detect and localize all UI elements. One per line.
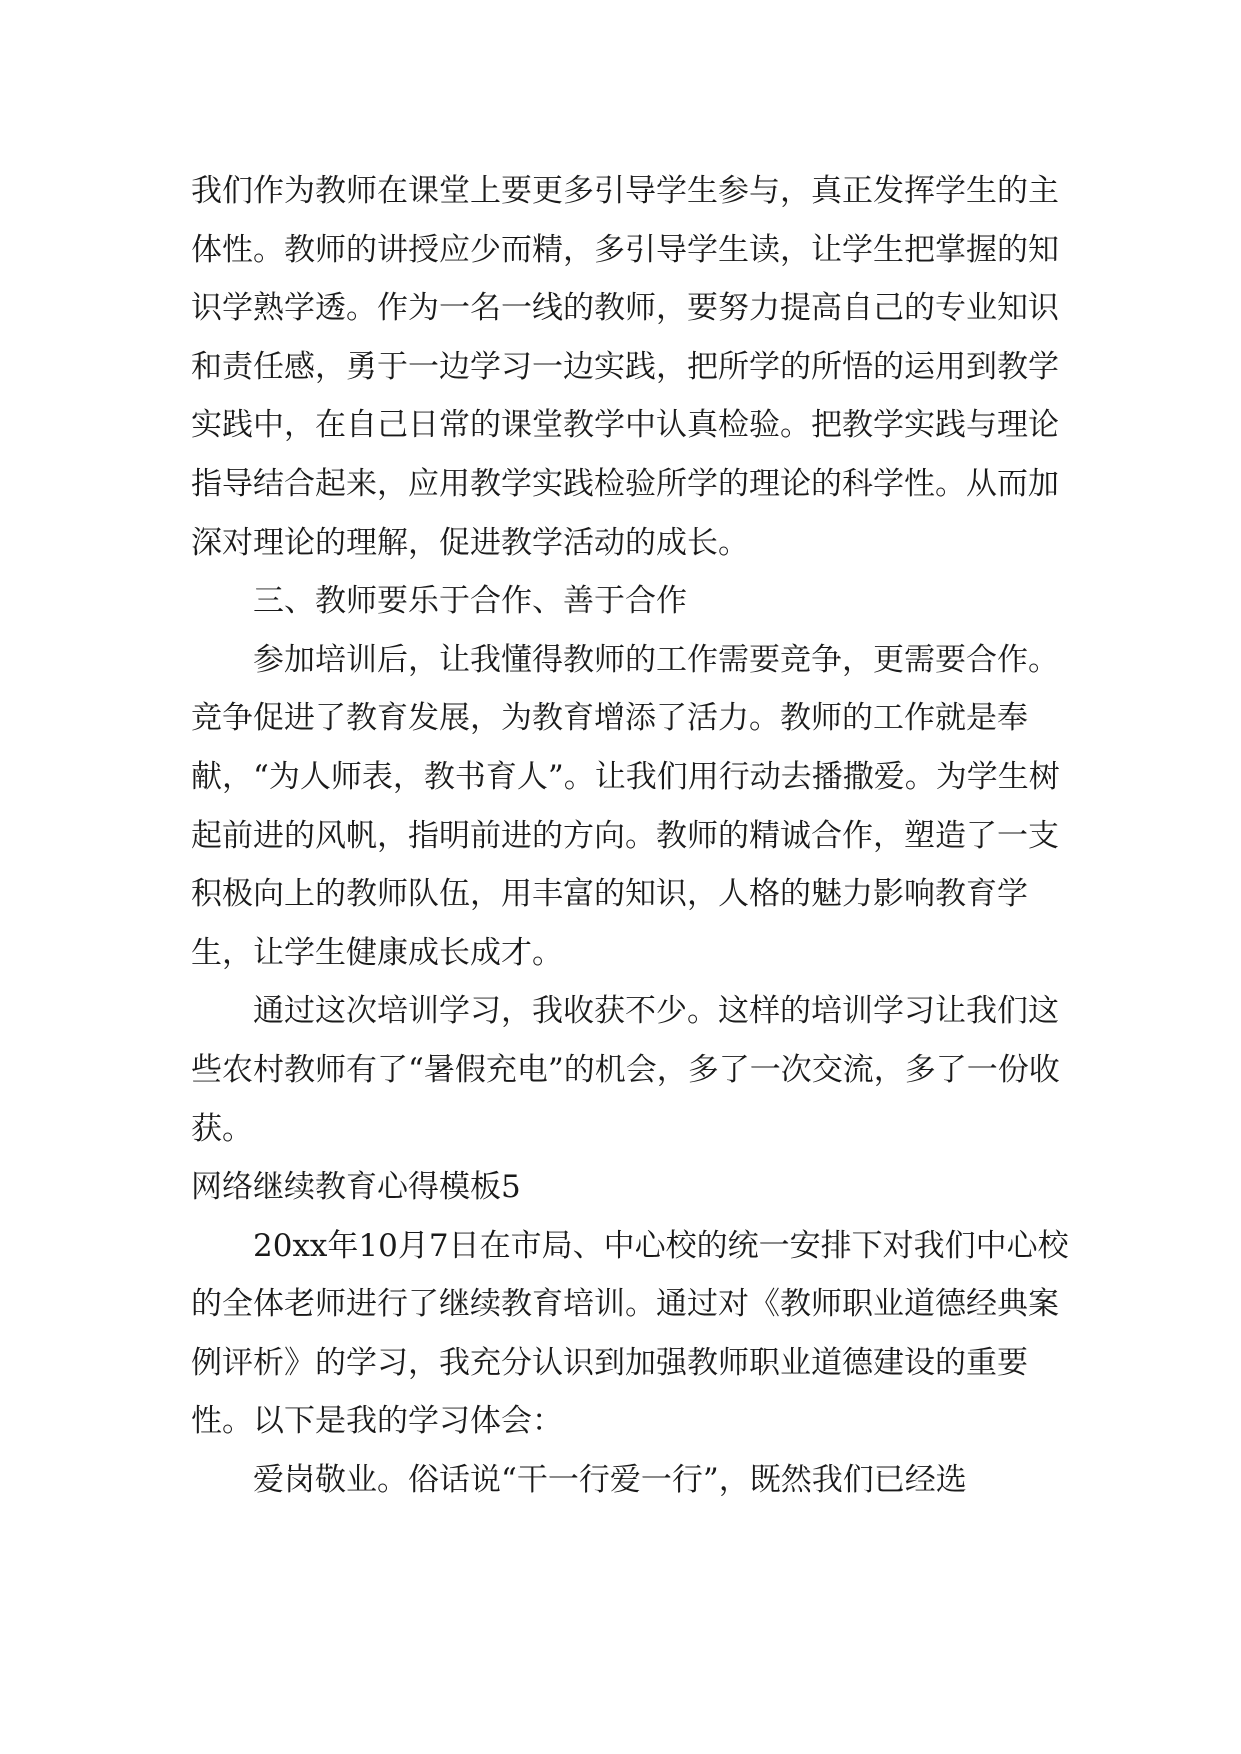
document-body (191, 162, 1071, 1510)
body-paragraph: 20xx年10月7日在市局、中心校的统一安排下对我们中心校的全体老师进行了继续教育培训。通过对《教师职业道德经典案例评析》的学习，我充分认识到加强教师职业道德建设的重要性。以下是我的学习体会： (191, 1227, 1069, 1440)
body-paragraph: 通过这次培训学习，我收获不少。这样的培训学习让我们这些农村教师有了“暑假充电”的机会，多了一次交流，多了一份收获。 (191, 993, 1060, 1147)
section-heading: 三、教师要乐于合作、善于合作 (253, 583, 687, 620)
body-paragraph: 我们作为教师在课堂上要更多引导学生参与，真正发挥学生的主体性。教师的讲授应少而精，多引导学生读，让学生把掌握的知识学熟学透。作为一名一线的教师，要努力提高自己的专业知识和责任感，勇于一边学习一边实践，把所学的所悟的运用到教学实践中，在自己日常的课堂教学中认真检验。把教学实践与理论指导结合起来，应用教学实践检验所学的理论的科学性。从而加深对理论的理解，促进教学活动的成长。 (191, 173, 1059, 561)
body-paragraph: 参加培训后，让我懂得教师的工作需要竞争，更需要合作。竞争促进了教育发展，为教育增添了活力。教师的工作就是奉献，“为人师表，教书育人”。让我们用行动去播撒爱。为学生树起前进的风帆，指明前进的方向。教师的精诚合作，塑造了一支积极向上的教师队伍，用丰富的知识，人格的魅力影响教育学生，让学生健康成长成才。 (191, 641, 1060, 971)
article-title: 网络继续教育心得模板5 (191, 1169, 521, 1206)
body-paragraph: 爱岗敬业。俗话说“干一行爱一行”，既然我们已经选 (253, 1462, 967, 1499)
